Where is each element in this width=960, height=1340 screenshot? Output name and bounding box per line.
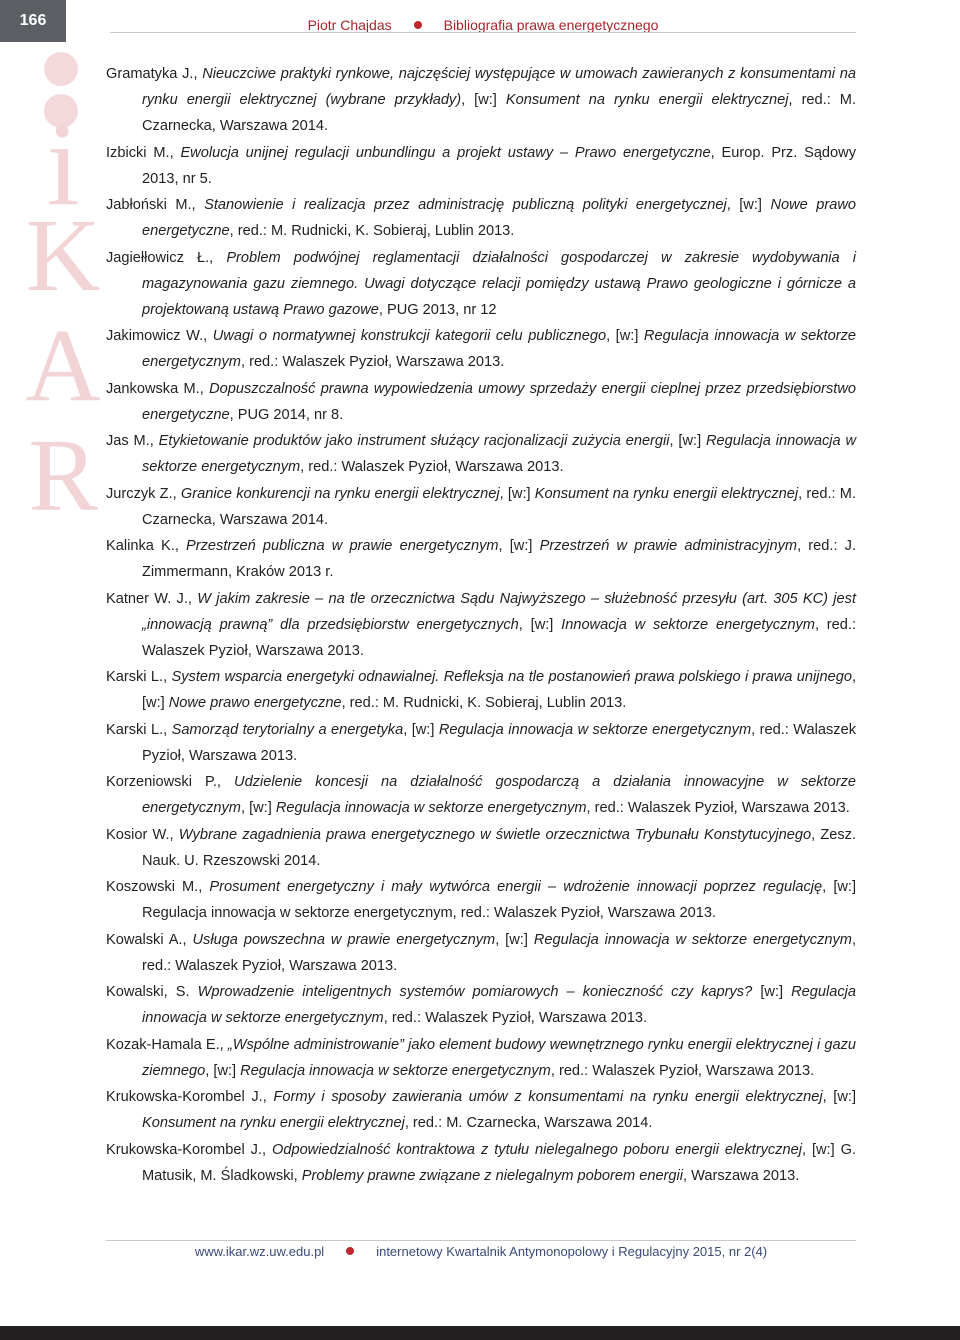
bibliography-entry [106,323,856,375]
logo-letter-a: A [25,308,101,423]
entry-title: Udzielenie koncesji na działalność gospodarczą a działania innowacyjne w sektorze energetycznym [142,774,857,816]
entry-author: Kozak-Hamala E. [106,1036,220,1053]
entry-text: , red.: Walaszek Pyzioł, Warszawa 2013. [586,800,850,816]
entry-text: , [w:] Regulacja innowacja w sektorze energetycznym, red.: Walaszek Pyzioł, Warszawa 2013. [142,879,857,921]
entry-author: Jankowska M. [106,380,200,397]
bibliography-entry [106,481,856,533]
entry-text: , PUG 2014, nr 8. [229,406,344,423]
entry-author: Gramatyka J. [106,66,194,82]
bibliography-entry [106,533,856,585]
bibliography-entry [106,586,856,664]
entry-title: Wybrane zagadnienia prawa energetycznego w świetle orzecznictwa Trybunału Konstytucyjnego [178,826,812,843]
entry-title: Ewolucja unijnej regulacji unbundlingu a projekt ustawy – Prawo energetyczne [180,144,711,161]
running-footer [106,1241,856,1261]
entry-text: , red.: Walaszek Pyzioł, Warszawa 2013. [240,354,505,370]
header-separator-dot [414,21,422,29]
bibliography-entry [106,1137,856,1189]
entry-title: Regulacja innowacja w sektorze energetycznym [438,721,752,738]
entry-text: , [149,433,159,449]
entry-text: , red.: Walaszek Pyzioł, Warszawa 2013. [142,721,856,764]
entry-author: Jurczyk Z. [106,485,173,502]
entry-text: , [w:] [606,328,644,344]
entry-text: , [199,380,210,397]
journal-logo-decoration [18,44,108,544]
entry-text: , red.: M. Rudnicki, K. Sobieraj, Lublin 2013. [229,223,515,239]
entry-text: , [w:] [461,92,506,108]
bibliography-entry [106,1084,856,1136]
entry-title: Odpowiedzialność kontraktowa z tytułu nielegalnego poboru energii elektrycznej [271,1141,802,1158]
entry-author: Jabłoński M. [106,197,192,213]
entry-text: , [w:] [669,433,706,449]
entry-title: Dopuszczalność prawna wypowiedzenia umowy sprzedaży energii cieplnej przez przedsiębiorstwo energetyczne [142,380,856,423]
entry-author: Korzeniowski P. [106,774,217,790]
entry-text: , [187,590,198,607]
entry-text: , [163,669,172,685]
bibliography-entry [106,979,856,1031]
entry-text: , red.: M. Rudnicki, K. Sobieraj, Lublin 2013. [341,695,627,711]
entry-title: Problemy prawne związane z nielegalnym poborem energii [301,1167,684,1184]
logo-letter-r: R [28,418,98,533]
entry-title: Samorząd terytorialny a energetyka [171,721,404,738]
entry-title: Etykietowanie produktów jako instrument służący racjonalizacji zużycia energii [158,433,670,449]
entry-author: Kowalski A. [106,931,183,948]
entry-text: , red.: M. Czarnecka, Warszawa 2014. [404,1115,653,1131]
bibliography-entry [106,192,856,244]
entry-title: Konsument na rynku energii elektrycznej [142,1115,405,1131]
entry-title: Konsument na rynku energii elektrycznej [534,485,799,502]
entry-text: , red.: Walaszek Pyzioł, Warszawa 2013. [142,931,857,974]
entry-title: Przestrzeń w prawie administracyjnym [539,538,798,554]
entry-text: , [169,826,179,843]
entry-text: , [w:] [142,669,856,711]
entry-title: Regulacja innowacja w sektorze energetycznym [142,433,857,475]
entry-text: , Zesz. Nauk. U. Rzeszowski 2014. [142,826,856,869]
bibliography-entry [106,874,856,926]
entry-text [190,984,198,1000]
entry-title: Regulacja innowacja w sektorze energetycznym [240,1062,551,1079]
entry-title: Nowe prawo energetyczne [168,695,342,711]
logo-letter-i: i [46,97,80,230]
bibliography-entry [106,822,856,874]
entry-text: , [w:] [205,1062,241,1079]
entry-title: Regulacja innowacja w sektorze energetycznym [142,984,857,1026]
entry-title: Konsument na rynku energii elektrycznej [505,92,789,108]
entry-text: , [169,144,181,161]
entry-author: Kowalski, S. [106,984,190,1000]
entry-text: , red.: Walaszek Pyzioł, Warszawa 2013. [300,459,564,475]
entry-title: Nieuczciwe praktyki rynkowe, najczęściej występujące w umowach zawieranych z konsumentami na rynku energii elektrycznej (wybrane przykłady) [142,66,856,108]
bibliography-entry [106,140,856,192]
entry-title: Nowe prawo energetyczne [142,197,856,239]
entry-text: , [w:] [499,485,535,502]
entry-author: Karski L. [106,721,164,738]
header-divider [110,32,856,33]
entry-text: , [w:] [240,800,276,816]
entry-text: , [193,66,203,82]
entry-author: Katner W. J. [106,590,188,607]
bibliography-entry [106,1032,856,1084]
entry-title: Stanowienie i realizacja przez administrację publiczną polityki energetycznej [204,197,727,213]
entry-text: , [209,249,227,266]
entry-text: , [w:] [726,197,771,213]
entry-text: , Warszawa 2013. [683,1167,800,1184]
entry-text: , [w:] [403,721,439,738]
entry-text: , [219,1036,228,1053]
bibliography-entry [106,717,856,769]
entry-author: Kalinka K. [106,538,175,554]
entry-author: Jas M. [106,433,150,449]
entry-author: Izbicki M. [106,144,170,161]
entry-title: Formy i sposoby zawierania umów z konsumentami na rynku energii elektrycznej [273,1089,823,1105]
entry-title: „Wspólne administrowanie” jako element budowy wewnętrznego rynku energii elektrycznej i gazu ziemnego [142,1036,856,1079]
entry-title: System wsparcia energetyki odnawialnej. Refleksja na tle postanowień prawa polskiego i prawa unijnego [171,669,852,685]
entry-author: Krukowska-Korombel J. [106,1089,263,1105]
footer-url[interactable]: www.ikar.wz.uw.edu.pl [194,1243,325,1259]
entry-title: Regulacja innowacja w sektorze energetycznym [533,931,852,948]
entry-text: , [172,485,181,502]
entry-title: Granice konkurencji na rynku energii elektrycznej [180,485,500,502]
bibliography-entry [106,245,856,323]
entry-text: , [w:] [495,931,534,948]
header-title: Bibliografia prawa energetycznego [443,17,659,33]
entry-text: , red.: M. Czarnecka, Warszawa 2014. [142,485,857,528]
entry-title: Innowacja w sektorze energetycznym [561,616,815,633]
bibliography-entry [106,376,856,428]
bottom-bar [0,1326,960,1340]
entry-author: Kosior W. [106,826,170,843]
page-number: 166 [0,0,66,42]
entry-text: , red.: M. Czarnecka, Warszawa 2014. [142,92,856,134]
entry-text: , [w:] [822,1089,857,1105]
entry-author: Karski L. [106,669,164,685]
bibliography-entry [106,664,856,716]
entry-author: Jakimowicz W. [106,328,204,344]
bibliography-entry [106,927,856,979]
entry-text: , [163,721,172,738]
entry-text: , [216,774,235,790]
entry-text: [w:] [752,984,792,1000]
footer-separator-dot [346,1247,354,1255]
footer-journal: internetowy Kwartalnik Antymonopolowy i Regulacyjny 2015, nr 2(4) [376,1243,768,1259]
entry-author: Krukowska-Korombel J. [106,1141,262,1158]
entry-text: , [w:] [498,538,540,554]
bibliography-list [106,61,856,1189]
entry-text: , red.: Walaszek Pyzioł, Warszawa 2013. [383,1010,648,1026]
entry-author: Koszowski M. [106,879,199,895]
entry-author: Jagiełłowicz Ł. [106,249,210,266]
entry-text: , [182,931,193,948]
bibliography-entry [106,769,856,821]
entry-text: , [262,1089,274,1105]
entry-text: , [203,328,213,344]
entry-title: W jakim zakresie – na tle orzecznictwa Sądu Najwyższego – służebność przesyłu (art. 305 KC) jest „innowacją prawną” dla przedsiębiorstw energetycznych [142,590,857,633]
entry-title: Regulacja innowacja w sektorze energetycznym [275,800,587,816]
logo-dot-icon [44,52,78,86]
entry-text: , red.: Walaszek Pyzioł, Warszawa 2013. [550,1062,815,1079]
entry-text: , [w:] G. Matusik, M. Śladkowski, [142,1141,856,1184]
entry-title: Problem podwójnej reglamentacji działalności gospodarczej w zakresie wydobywania i magazynowania gazu ziemnego. Uwagi dotyczące relacji pomiędzy ustawą Prawo geologiczne i górnicze a projektowaną ustawą Prawo gazowe [142,249,857,318]
entry-title: Prosument energetyczny i mały wytwórca energii – wdrożenie innowacji poprzez regulację [209,879,823,895]
entry-text: , [w:] [518,616,562,633]
entry-title: Usługa powszechna w prawie energetycznym [192,931,496,948]
logo-letter-k: K [25,198,101,313]
entry-text: , [191,197,205,213]
entry-title: Uwagi o normatywnej konstrukcji kategorii celu publicznego [212,328,607,344]
entry-text: , red.: J. Zimmermann, Kraków 2013 r. [142,538,857,580]
entry-title: Wprowadzenie inteligentnych systemów pomiarowych – konieczność czy kaprys? [197,984,753,1000]
entry-title: Przestrzeń publiczna w prawie energetycznym [186,538,499,554]
bibliography-entry [106,428,856,480]
entry-title: Regulacja innowacja w sektorze energetycznym [142,328,857,370]
entry-text: , [198,879,210,895]
entry-text: , red.: Walaszek Pyzioł, Warszawa 2013. [142,616,856,659]
entry-text: , Europ. Prz. Sądowy 2013, nr 5. [142,144,856,187]
entry-text: , [261,1141,272,1158]
entry-text: , PUG 2013, nr 12 [378,301,497,318]
entry-text: , [174,538,187,554]
header-author: Piotr Chajdas [307,17,392,33]
bibliography-entry [106,61,856,139]
